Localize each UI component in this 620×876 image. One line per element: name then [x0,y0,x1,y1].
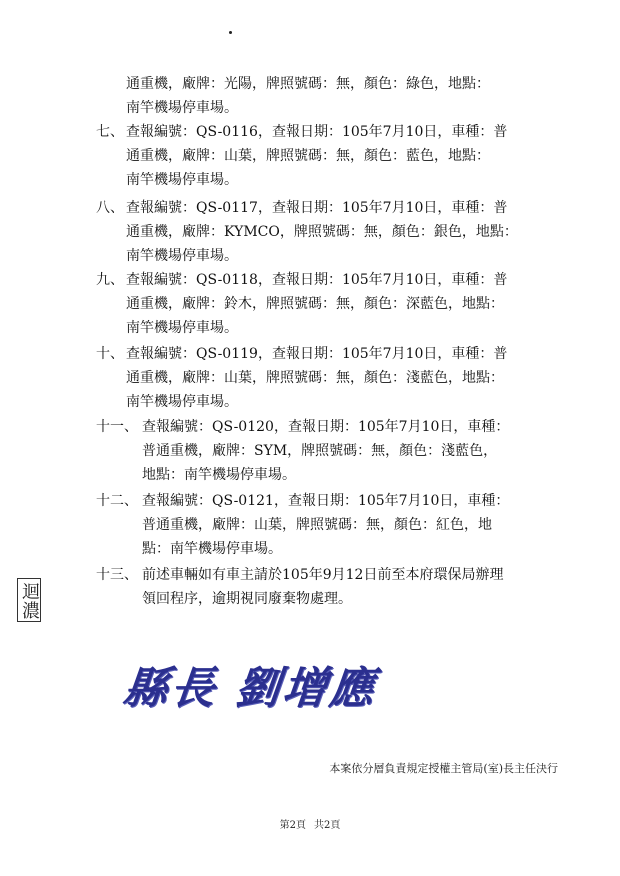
item-line: 查報編號：QS-0119，查報日期：105年7月10日，車種：普 [126,346,508,362]
item-line: 南竿機場停車場。 [126,320,238,336]
list-item-continued [96,72,566,120]
item-number: 十三、 [96,567,138,583]
item-number: 十、 [96,346,124,362]
item-first-line [96,342,566,366]
item-number: 九、 [96,272,124,288]
item-line: 查報編號：QS-0116，查報日期：105年7月10日，車種：普 [126,124,508,140]
item-line: 普通重機，廠牌：山葉，牌照號碼：無，顏色：紅色，地 [142,517,492,533]
page-number [0,816,620,831]
list-item-7 [96,120,566,192]
list-item-9 [96,268,566,340]
list-item-10 [96,342,566,414]
authorization-footnote: 本案依分層負責規定授權主管局(室)長主任決行 [329,762,558,775]
item-line: 查報編號：QS-0121，查報日期：105年7月10日，車種： [142,493,510,509]
page-current: 第2頁 [279,820,306,831]
item-line: 南竿機場停車場。 [126,172,238,188]
signature-block [121,652,381,716]
item-line: 通重機，廠牌：KYMCO，牌照號碼：無，顏色：銀色，地點： [126,224,518,240]
item-number: 七、 [96,124,124,140]
item-first-line [96,120,566,144]
item-first-line [96,415,566,439]
item-line: 南竿機場停車場。 [126,394,238,410]
item-number: 十二、 [96,493,138,509]
item-line: 普通重機，廠牌：SYM，牌照號碼：無，顏色：淺藍色， [142,443,498,459]
item-line: 領回程序，逾期視同廢棄物處理。 [142,591,352,607]
signature-title: 縣長 [120,663,221,714]
page-total: 共2頁 [314,820,341,831]
list-item-13 [96,563,566,611]
item-line: 查報編號：QS-0118，查報日期：105年7月10日，車種：普 [126,272,508,288]
list-item-11 [96,415,566,487]
item-line: 地點：南竿機場停車場。 [142,467,296,483]
item-first-line [96,268,566,292]
item-line: 南竿機場停車場。 [126,100,238,116]
item-number: 八、 [96,200,124,216]
item-number: 十一、 [96,419,138,435]
item-line: 通重機，廠牌：山葉，牌照號碼：無，顏色：藍色，地點： [126,148,490,164]
item-line: 通重機，廠牌：山葉，牌照號碼：無，顏色：淺藍色，地點： [126,370,504,386]
item-first-line [96,196,566,220]
item-line: 查報編號：QS-0120，查報日期：105年7月10日，車種： [142,419,510,435]
item-line: 前述車輛如有車主請於105年9月12日前至本府環保局辦理 [142,567,504,583]
speck-mark [229,31,232,34]
item-line: 點：南竿機場停車場。 [142,541,282,557]
signature-name: 劉增應 [232,663,380,714]
item-line: 南竿機場停車場。 [126,248,238,264]
list-item-12 [96,489,566,561]
item-first-line [96,563,566,587]
list-item-8 [96,196,566,268]
item-line: 通重機，廠牌：鈴木，牌照號碼：無，顏色：深藍色，地點： [126,296,504,312]
item-first-line [96,489,566,513]
seal-stamp: 迴濃 [17,578,41,622]
item-line: 查報編號：QS-0117，查報日期：105年7月10日，車種：普 [126,200,508,216]
item-line: 通重機，廠牌：光陽，牌照號碼：無，顏色：綠色，地點： [126,76,490,92]
